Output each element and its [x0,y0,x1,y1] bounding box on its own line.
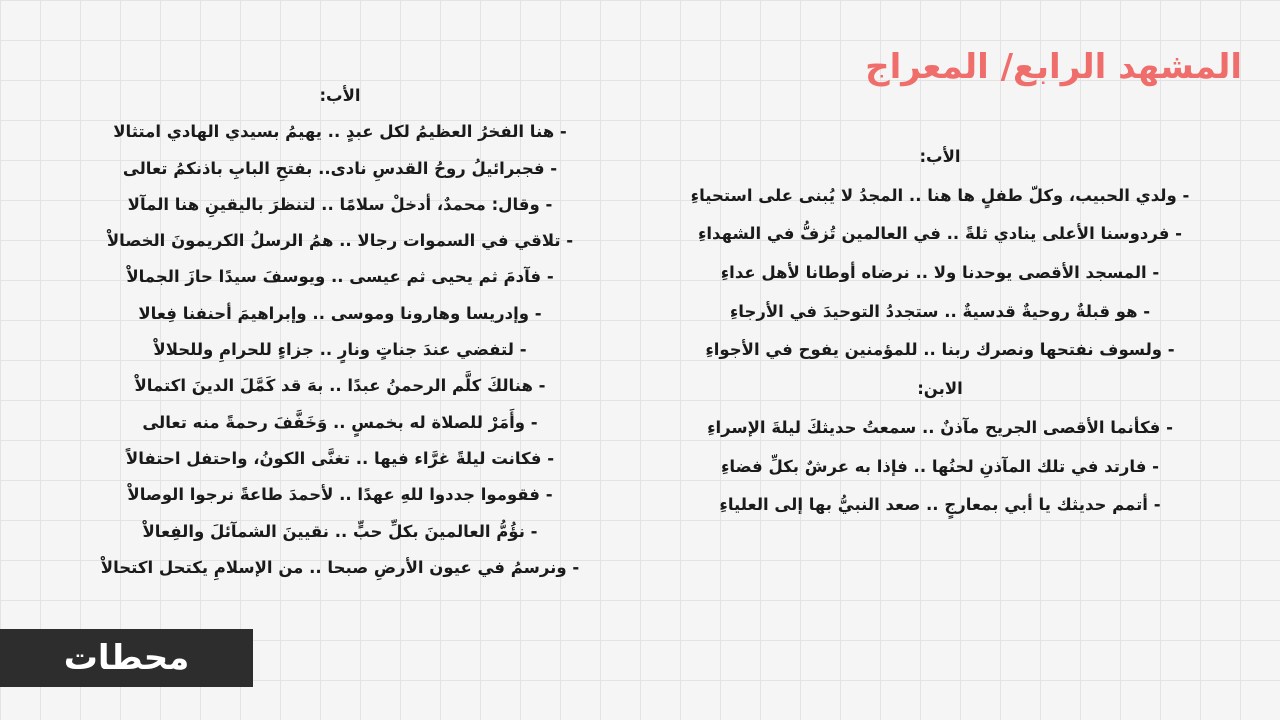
poem-line: - فقوموا جددوا للهِ عهدًا .. لأحمدَ طاعةً نرجوا الوصالاْ [127,485,553,505]
slide-title: المشهد الرابع/ المعراج [865,47,1242,87]
poem-line: - هنا الفخرُ العظيمُ لكل عبدٍ .. يهيمُ بسيدي الهادي امتثالا [113,122,567,142]
poem-line: - فآدمَ ثم يحيى ثم عيسى .. ويوسفَ سيدًا حازَ الجمالاْ [126,267,554,287]
poem-line: - فكأنما الأقصى الجريح مآذنٌ .. سمعتُ حديثكَ ليلةَ الإسراءِ [707,417,1173,437]
poem-line: - وإدريسا وهارونا وموسى .. وإبراهيمَ أحنفنا فِعالا [138,303,542,323]
poem-line: - فجبرائيلُ روحُ القدسِ نادى.. بفتحِ البابِ باذنكمُ تعالى [122,158,558,178]
poem-line: - وأَمَرْ للصلاة له بخمسٍ .. وَخَفَّفَ رحمةً منه تعالى [142,412,538,432]
poem-line: - هنالكَ كلَّم الرحمنُ عبدًا .. بهَ قد كَمَّلَ الدينَ اكتمالاْ [134,376,546,396]
poem-line: - ولدي الحبيب، وكلّ طفلٍ ها هنا .. المجدُ لا يُبنى على استحياءِ [690,185,1190,205]
poem-line: - نؤُمُّ العالمينَ بكلِّ حبٍّ .. نقيينَ الشمآئلَ والفِعالاْ [142,521,538,541]
poem-line: - هو قبلةٌ روحيةٌ قدسيةٌ .. ستجددُ التوحيدَ في الأرجاءِ [729,301,1151,321]
poem-line: - المسجد الأقصى يوحدنا ولا .. نرضاه أوطانا لأهل عداءِ [720,263,1160,283]
poem-line: - فارتد في تلك المآذنِ لحنُها .. فإذا به عرشٌ بكلِّ فضاءِ [721,456,1159,476]
right-poem-column [660,138,1220,525]
brand-label: محطات [0,629,253,687]
poem-line: - ونرسمُ في عيون الأرضِ صبحا .. من الإسلامِ يكتحل اكتحالاْ [100,557,580,577]
poem-line: - أتمم حديثك يا أبي بمعارجٍ .. صعد النبيُّ بها إلى العلياءِ [719,495,1161,515]
poem-line: - فردوسنا الأعلى ينادي ثلةً .. في العالمين تُزفُّ في الشهداءِ [697,224,1183,244]
left-poem-column [70,78,610,586]
poem-line: - ولسوف نفتحها ونصرك ربنا .. للمؤمنين يفوح في الأجواءِ [705,340,1175,360]
speaker-label-father: الأب: [919,147,961,166]
poem-line: - فكانت ليلةً غرَّاء فيها .. تغنَّى الكونُ، واحتفل احتفالاً [125,448,555,468]
poem-line: - تلاقي في السموات رجالا .. همُ الرسلُ الكريمونَ الخصالاْ [106,231,574,251]
poem-line: - وقال: محمدٌ، أدخلْ سلامًا .. لتنظرَ باليقينِ هنا المآلا [127,194,553,214]
speaker-label-father: الأب: [319,86,361,105]
poem-line: - لتفضي عندَ جناتٍ ونارٍ .. جزاءٍ للحرامِ وللحلالاْ [153,340,527,360]
speaker-label-son: الابن: [917,379,963,399]
